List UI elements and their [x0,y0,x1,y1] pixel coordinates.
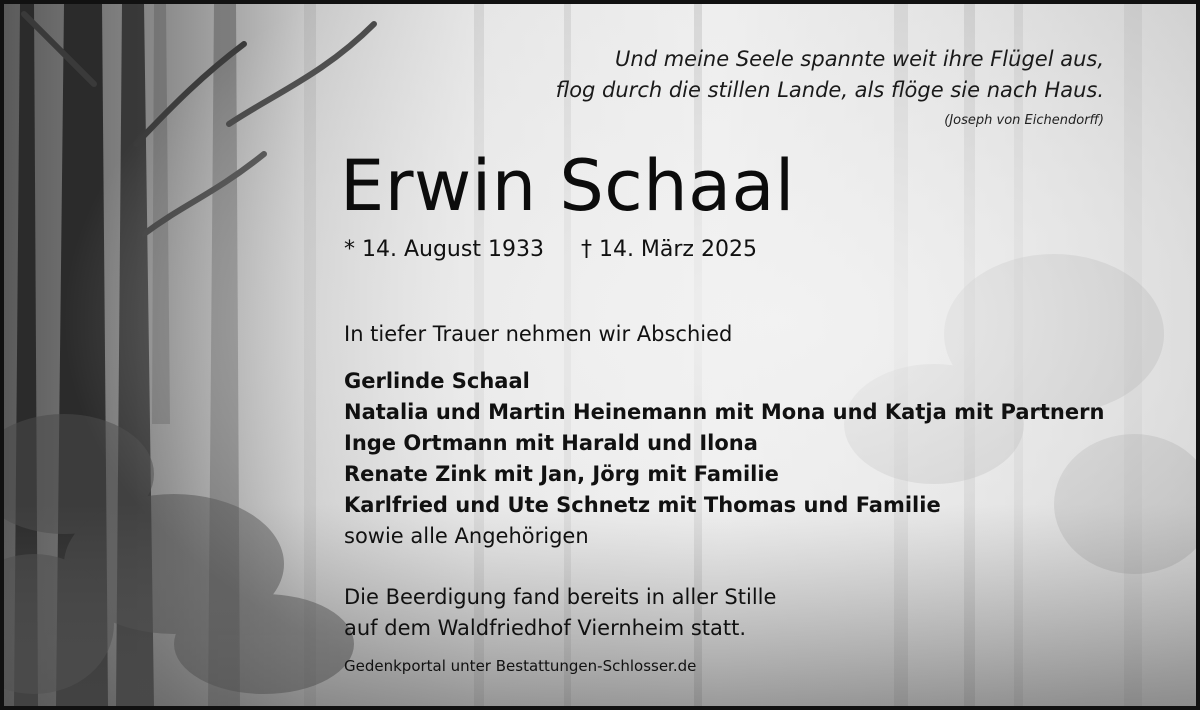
death-date: † 14. März 2025 [580,237,757,262]
mourner-line: sowie alle Angehörigen [344,524,589,548]
life-dates [344,234,757,266]
funeral-line-2: auf dem Waldfriedhof Viernheim statt. [344,616,747,640]
poem-author: (Joseph von Eichendorff) [944,113,1104,128]
birth-date: * 14. August 1933 [344,237,544,262]
poem-line-1: Und meine Seele spannte weit ihre Flügel aus, [615,47,1104,71]
mourner-line: Inge Ortmann mit Harald und Ilona [344,431,758,455]
mourner-line: Karlfried und Ute Schnetz mit Thomas und Familie [344,493,941,517]
poem-line-2: flog durch die stillen Lande, als flöge sie nach Haus. [555,78,1104,102]
funeral-notice [344,582,776,644]
mourner-line: Gerlinde Schaal [344,369,530,393]
mourner-line: Natalia und Martin Heinemann mit Mona und Katja mit Partnern [344,400,1105,424]
farewell-intro: In tiefer Trauer nehmen wir Abschied [344,322,733,346]
mourners-list [344,366,1104,552]
poem-quote [404,44,1104,106]
mourner-line: Renate Zink mit Jan, Jörg mit Familie [344,462,779,486]
funeral-line-1: Die Beerdigung fand bereits in aller Stille [344,585,777,609]
memorial-portal-note: Gedenkportal unter Bestattungen-Schlosser.de [344,657,697,675]
deceased-name: Erwin Schaal [340,145,795,227]
